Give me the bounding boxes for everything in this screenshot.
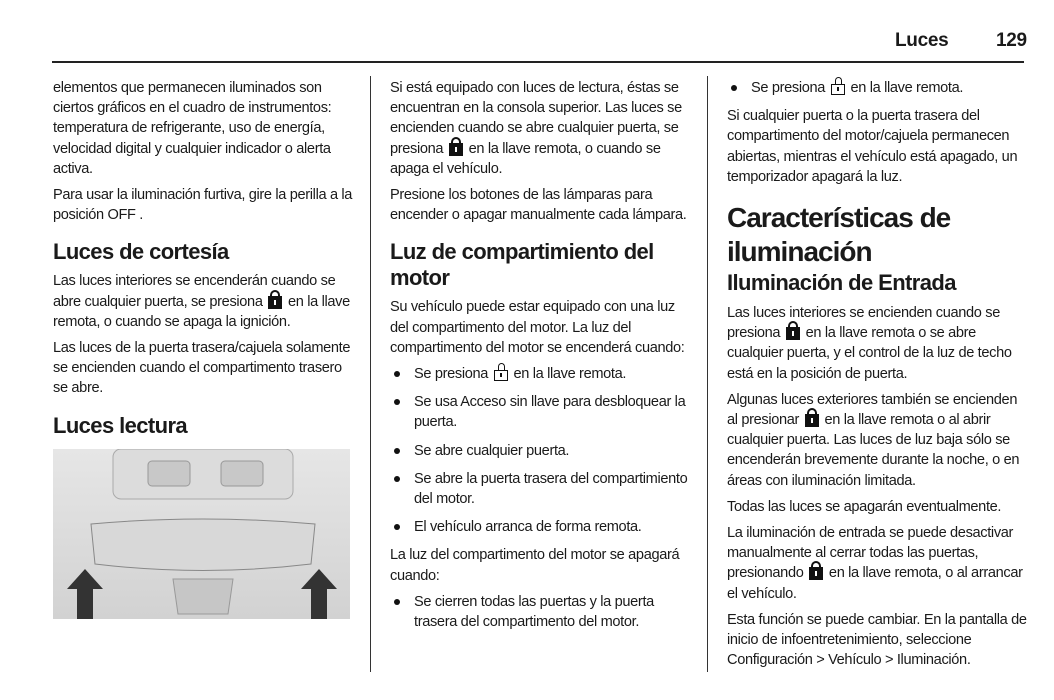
paragraph: Las luces interiores se encienden cuando se presiona en la llave remota o se abre cualquier puerta, y el control de la luz de techo está en la posición de puerta. <box>727 305 1012 382</box>
paragraph: Su vehículo puede estar equipado con una luz del compartimento del motor. La luz del compartimento del motor se encenderá cuando: <box>390 299 685 356</box>
page-number: 129 <box>996 30 1027 51</box>
list-item: Se abre la puerta trasera del compartimiento del motor. <box>390 469 690 509</box>
paragraph: Las luces de la puerta trasera/cajuela solamente se encienden cuando el compartimento trasero se abre. <box>53 340 351 397</box>
reading-lights-illustration <box>53 449 350 619</box>
heading-luces-lectura: Luces lectura <box>53 412 188 438</box>
paragraph: Si cualquier puerta o la puerta trasera del compartimento del motor/cajuela permanecen abiertas, mientras el vehículo está apagado, un temporizador apagará la luz. <box>727 108 1018 185</box>
column-3 <box>727 78 1027 676</box>
list-item: Se usa Acceso sin llave para desbloquear la puerta. <box>390 392 690 432</box>
unlock-icon <box>494 370 508 381</box>
bullet-list <box>390 592 690 632</box>
header-rule <box>52 61 1024 63</box>
section-title: Luces <box>895 30 949 51</box>
lock-icon <box>268 296 282 309</box>
list-item: Se presiona en la llave remota. <box>727 78 1027 98</box>
list-item: Se cierren todas las puertas y la puerta trasera del compartimento del motor. <box>390 592 690 632</box>
lock-icon <box>809 567 823 580</box>
lock-icon <box>449 143 463 156</box>
heading-caracteristicas: Características de iluminación <box>727 202 951 268</box>
paragraph: Para usar la iluminación furtiva, gire la perilla a la posición OFF . <box>53 187 353 224</box>
unlock-icon <box>831 84 845 95</box>
paragraph: Las luces interiores se encenderán cuando se abre cualquier puerta, se presiona en la llave remota, o cuando se apaga la ignición. <box>53 273 350 330</box>
bullet-list <box>390 364 690 537</box>
paragraph: Presione los botones de las lámparas para encender o apagar manualmente cada lámpara. <box>390 187 687 224</box>
bullet-list <box>727 78 1027 98</box>
lock-icon <box>786 327 800 340</box>
column-1 <box>53 78 353 619</box>
list-item: Se abre cualquier puerta. <box>390 441 690 461</box>
paragraph: Todas las luces se apagarán eventualmente. <box>727 498 1002 515</box>
column-divider <box>370 76 371 672</box>
list-item: El vehículo arranca de forma remota. <box>390 517 690 537</box>
arrow-icon <box>301 569 337 619</box>
heading-iluminacion-entrada: Iluminación de Entrada <box>727 270 956 296</box>
paragraph: La luz del compartimento del motor se apagará cuando: <box>390 547 680 584</box>
lock-icon <box>805 414 819 427</box>
list-item: Se presiona en la llave remota. <box>390 364 690 384</box>
paragraph: La iluminación de entrada se puede desactivar manualmente al cerrar todas las puertas, presionando en la llave remota, o al arrancar el vehículo. <box>727 525 1023 602</box>
heading-luces-cortesia: Luces de cortesía <box>53 239 229 265</box>
arrow-icon <box>67 569 103 619</box>
column-2 <box>390 78 690 640</box>
paragraph: Algunas luces exteriores también se encienden al presionar en la llave remota o al abrir cualquier puerta. Las luces de luz baja sólo se encenderán brevemente durante la noche, o en áreas con iluminación limitada. <box>727 391 1020 489</box>
heading-luz-motor: Luz de compartimiento del motor <box>390 239 654 291</box>
paragraph: Si está equipado con luces de lectura, éstas se encuentran en la consola superior. Las luces se encienden cuando se abre cualquier puerta, se presiona en la llave remota, o cuando se apaga el vehículo. <box>390 80 682 177</box>
paragraph: Esta función se puede cambiar. En la pantalla de inicio de infoentretenimiento, seleccione Configuración > Vehículo > Iluminación. <box>727 611 1027 669</box>
column-divider <box>707 76 708 672</box>
paragraph: elementos que permanecen iluminados son ciertos gráficos en el cuadro de instrumentos: temperatura de refrigerante, uso de energía, velocidad digital y cualquier indicador o alerta activa. <box>53 80 332 177</box>
